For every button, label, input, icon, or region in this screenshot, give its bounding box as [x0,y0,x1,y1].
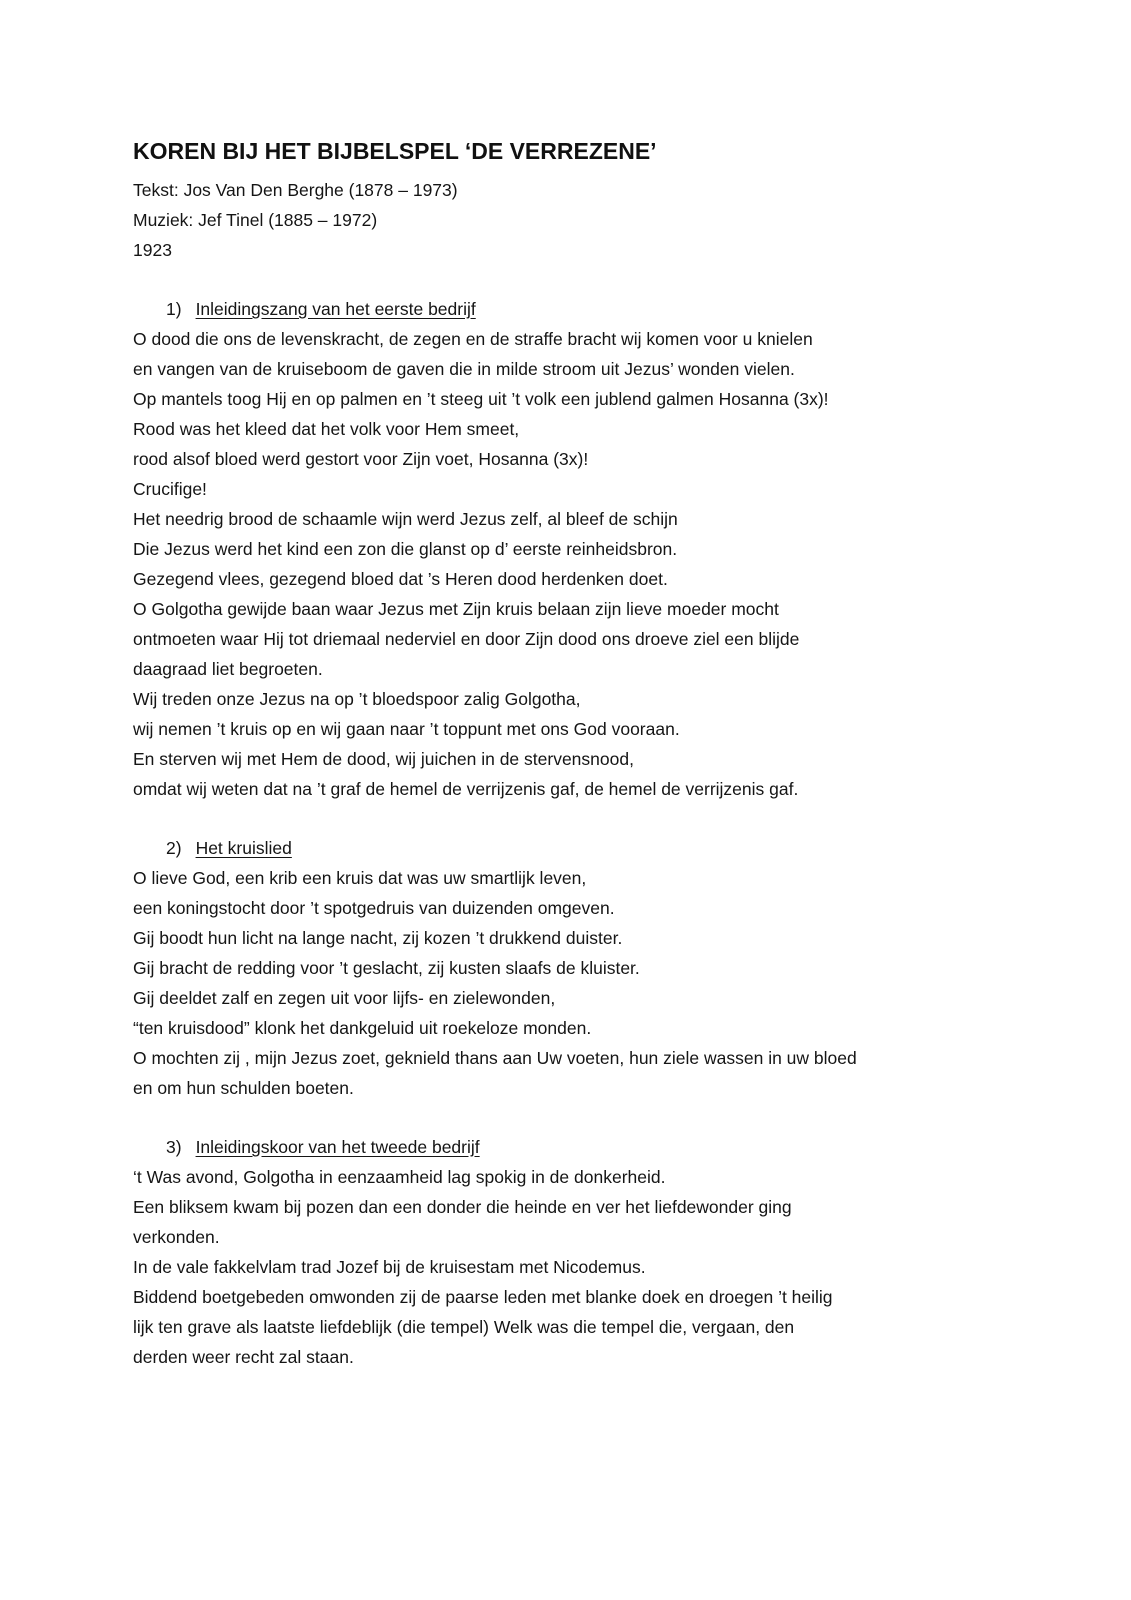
body-line: Het needrig brood de schaamle wijn werd Jezus zelf, al bleef de schijn [133,509,678,529]
section-number: 3) [166,1137,182,1157]
document-meta [133,175,1013,265]
body-line: O dood die ons de levenskracht, de zegen en de straffe bracht wij komen voor u knielen [133,329,813,349]
section [133,294,1013,804]
document-content [133,138,1013,1372]
body-line: O Golgotha gewijde baan waar Jezus met Zijn kruis belaan zijn lieve moeder mocht [133,599,779,619]
body-line: verkonden. [133,1227,220,1247]
body-line: Biddend boetgebeden omwonden zij de paarse leden met blanke doek en droegen ’t heilig [133,1287,833,1307]
body-line: wij nemen ’t kruis op en wij gaan naar ’t toppunt met ons God vooraan. [133,719,680,739]
meta-line: Muziek: Jef Tinel (1885 – 1972) [133,210,378,230]
body-line: ontmoeten waar Hij tot driemaal nederviel en door Zijn dood ons droeve ziel een blijde [133,629,800,649]
body-line: O lieve God, een krib een kruis dat was uw smartlijk leven, [133,868,587,888]
section-heading-text: Inleidingszang van het eerste bedrijf [195,299,476,319]
body-line: Gezegend vlees, gezegend bloed dat ’s Heren dood herdenken doet. [133,569,668,589]
body-line: Die Jezus werd het kind een zon die glanst op d’ eerste reinheidsbron. [133,539,678,559]
section-heading-text: Het kruislied [195,838,292,858]
body-line: rood alsof bloed werd gestort voor Zijn voet, Hosanna (3x)! [133,449,589,469]
meta-line: Tekst: Jos Van Den Berghe (1878 – 1973) [133,180,458,200]
section-heading-text: Inleidingskoor van het tweede bedrijf [195,1137,480,1157]
body-line: Gij bracht de redding voor ’t geslacht, zij kusten slaafs de kluister. [133,958,640,978]
body-line: Gij boodt hun licht na lange nacht, zij kozen ’t drukkend duister. [133,928,623,948]
section [133,833,1013,1103]
section-number: 1) [166,299,182,319]
body-line: Een bliksem kwam bij pozen dan een donder die heinde en ver het liefdewonder ging [133,1197,792,1217]
body-line: “ten kruisdood” klonk het dankgeluid uit roekeloze monden. [133,1018,592,1038]
meta-line: 1923 [133,240,172,260]
body-line: Op mantels toog Hij en op palmen en ’t steeg uit ’t volk een jublend galmen Hosanna (3x)! [133,389,829,409]
body-line: derden weer recht zal staan. [133,1347,354,1367]
body-line: Crucifige! [133,479,207,499]
body-line: daagraad liet begroeten. [133,659,323,679]
body-line: In de vale fakkelvlam trad Jozef bij de kruisestam met Nicodemus. [133,1257,646,1277]
body-line: en om hun schulden boeten. [133,1078,354,1098]
body-line: O mochten zij , mijn Jezus zoet, geknield thans aan Uw voeten, hun ziele wassen in uw bloed [133,1048,857,1068]
section-heading [166,833,1013,863]
body-line: Gij deeldet zalf en zegen uit voor lijfs- en zielewonden, [133,988,556,1008]
section-number: 2) [166,838,182,858]
body-line: Rood was het kleed dat het volk voor Hem smeet, [133,419,520,439]
body-line: en vangen van de kruiseboom de gaven die in milde stroom uit Jezus’ wonden vielen. [133,359,795,379]
section-heading [166,1132,1013,1162]
body-line: lijk ten grave als laatste liefdeblijk (die tempel) Welk was die tempel die, vergaan, den [133,1317,795,1337]
section [133,1132,1013,1372]
body-line: Wij treden onze Jezus na op ’t bloedspoor zalig Golgotha, [133,689,581,709]
body-line: een koningstocht door ’t spotgedruis van duizenden omgeven. [133,898,615,918]
body-line: ‘t Was avond, Golgotha in eenzaamheid lag spokig in de donkerheid. [133,1167,666,1187]
section-heading [166,294,1013,324]
document-sections [133,294,1013,1372]
body-line: En sterven wij met Hem de dood, wij juichen in de stervensnood, [133,749,634,769]
document-title: KOREN BIJ HET BIJBELSPEL ‘DE VERREZENE’ [133,138,657,164]
body-line: omdat wij weten dat na ’t graf de hemel de verrijzenis gaf, de hemel de verrijzenis gaf. [133,779,799,799]
